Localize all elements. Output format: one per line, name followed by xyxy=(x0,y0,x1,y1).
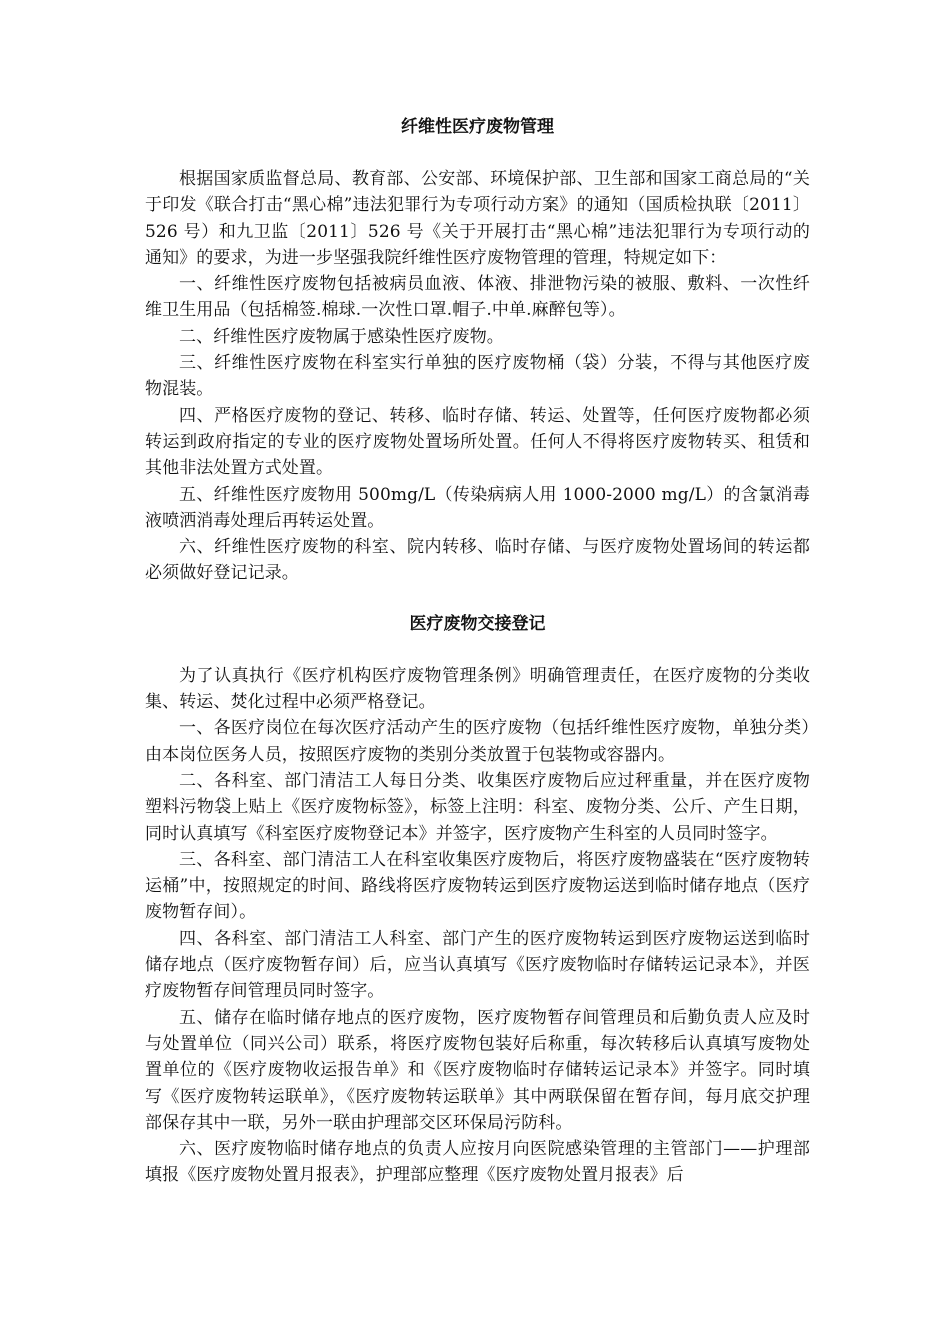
paragraph: 三、纤维性医疗废物在科室实行单独的医疗废物桶（袋）分装，不得与其他医疗废物混装。 xyxy=(145,353,810,400)
paragraph: 五、纤维性医疗废物用 500mg/L（传染病病人用 1000-2000 mg/L）的含氯消毒液喷洒消毒处理后再转运处置。 xyxy=(145,484,810,531)
paragraph: 二、各科室、部门清洁工人每日分类、收集医疗废物后应过秤重量，并在医疗废物塑料污物袋上贴上《医疗废物标签》，标签上注明：科室、废物分类、公斤、产生日期，同时认真填写《科室医疗废物登记本》并签字，医疗废物产生科室的人员同时签字。 xyxy=(145,770,810,844)
section-waste-handover xyxy=(145,663,810,1189)
paragraph: 四、严格医疗废物的登记、转移、临时存储、转运、处置等，任何医疗废物都必须转运到政府指定的专业的医疗废物处置场所处置。任何人不得将医疗废物转买、租赁和其他非法处置方式处置。 xyxy=(145,405,810,479)
paragraph: 六、纤维性医疗废物的科室、院内转移、临时存储、与医疗废物处置场间的转运都必须做好登记记录。 xyxy=(145,537,810,584)
section-title-fibrous-waste: 纤维性医疗废物管理 xyxy=(401,117,554,137)
paragraph: 五、储存在临时储存地点的医疗废物，医疗废物暂存间管理员和后勤负责人应及时与处置单位（同兴公司）联系，将医疗废物包装好后称重，每次转移后认真填写废物处置单位的《医疗废物收运报告单》和《医疗废物临时存储转运记录本》并签字。同时填写《医疗废物转运联单》，《医疗废物转运联单》其中两联保留在暂存间，每月底交护理部保存其中一联，另外一联由护理部交区环保局污防科。 xyxy=(145,1007,810,1133)
paragraph: 为了认真执行《医疗机构医疗废物管理条例》明确管理责任，在医疗废物的分类收集、转运、焚化过程中必须严格登记。 xyxy=(145,665,810,713)
document-body xyxy=(145,112,810,1189)
paragraph: 根据国家质监督总局、教育部、公安部、环境保护部、卫生部和国家工商总局的“关于印发《联合打击“黑心棉”违法犯罪行为专项行动方案》的通知（国质检执联〔2011〕526 号）和九卫监〔2011〕526 号《关于开展打击“黑心棉”违法犯罪行为专项行动的通知》的要求，为进一步坚强我院纤维性医疗废物管理的管理，特规定如下： xyxy=(145,169,810,268)
paragraph: 六、医疗废物临时储存地点的负责人应按月向医院感染管理的主管部门——护理部填报《医疗废物处置月报表》，护理部应整理《医疗废物处置月报表》后 xyxy=(145,1139,810,1186)
paragraph: 一、各医疗岗位在每次医疗活动产生的医疗废物（包括纤维性医疗废物，单独分类）由本岗位医务人员，按照医疗废物的类别分类放置于包装物或容器内。 xyxy=(145,718,810,765)
paragraph: 一、纤维性医疗废物包括被病员血液、体液、排泄物污染的被服、敷料、一次性纤维卫生用品（包括棉签.棉球.一次性口罩.帽子.中单.麻醉包等）。 xyxy=(145,274,810,321)
section-title-waste-handover: 医疗废物交接登记 xyxy=(409,613,546,634)
paragraph: 三、各科室、部门清洁工人在科室收集医疗废物后，将医疗废物盛装在“医疗废物转运桶”中，按照规定的时间、路线将医疗废物转运到医疗废物运送到临时储存地点（医疗废物暂存间）。 xyxy=(145,849,810,923)
paragraph: 四、各科室、部门清洁工人科室、部门产生的医疗废物转运到医疗废物运送到临时储存地点（医疗废物暂存间）后，应当认真填写《医疗废物临时存储转运记录本》，并医疗废物暂存间管理员同时签字。 xyxy=(145,928,810,1002)
section-fibrous-waste xyxy=(145,166,810,587)
paragraph: 二、纤维性医疗废物属于感染性医疗废物。 xyxy=(179,326,504,347)
